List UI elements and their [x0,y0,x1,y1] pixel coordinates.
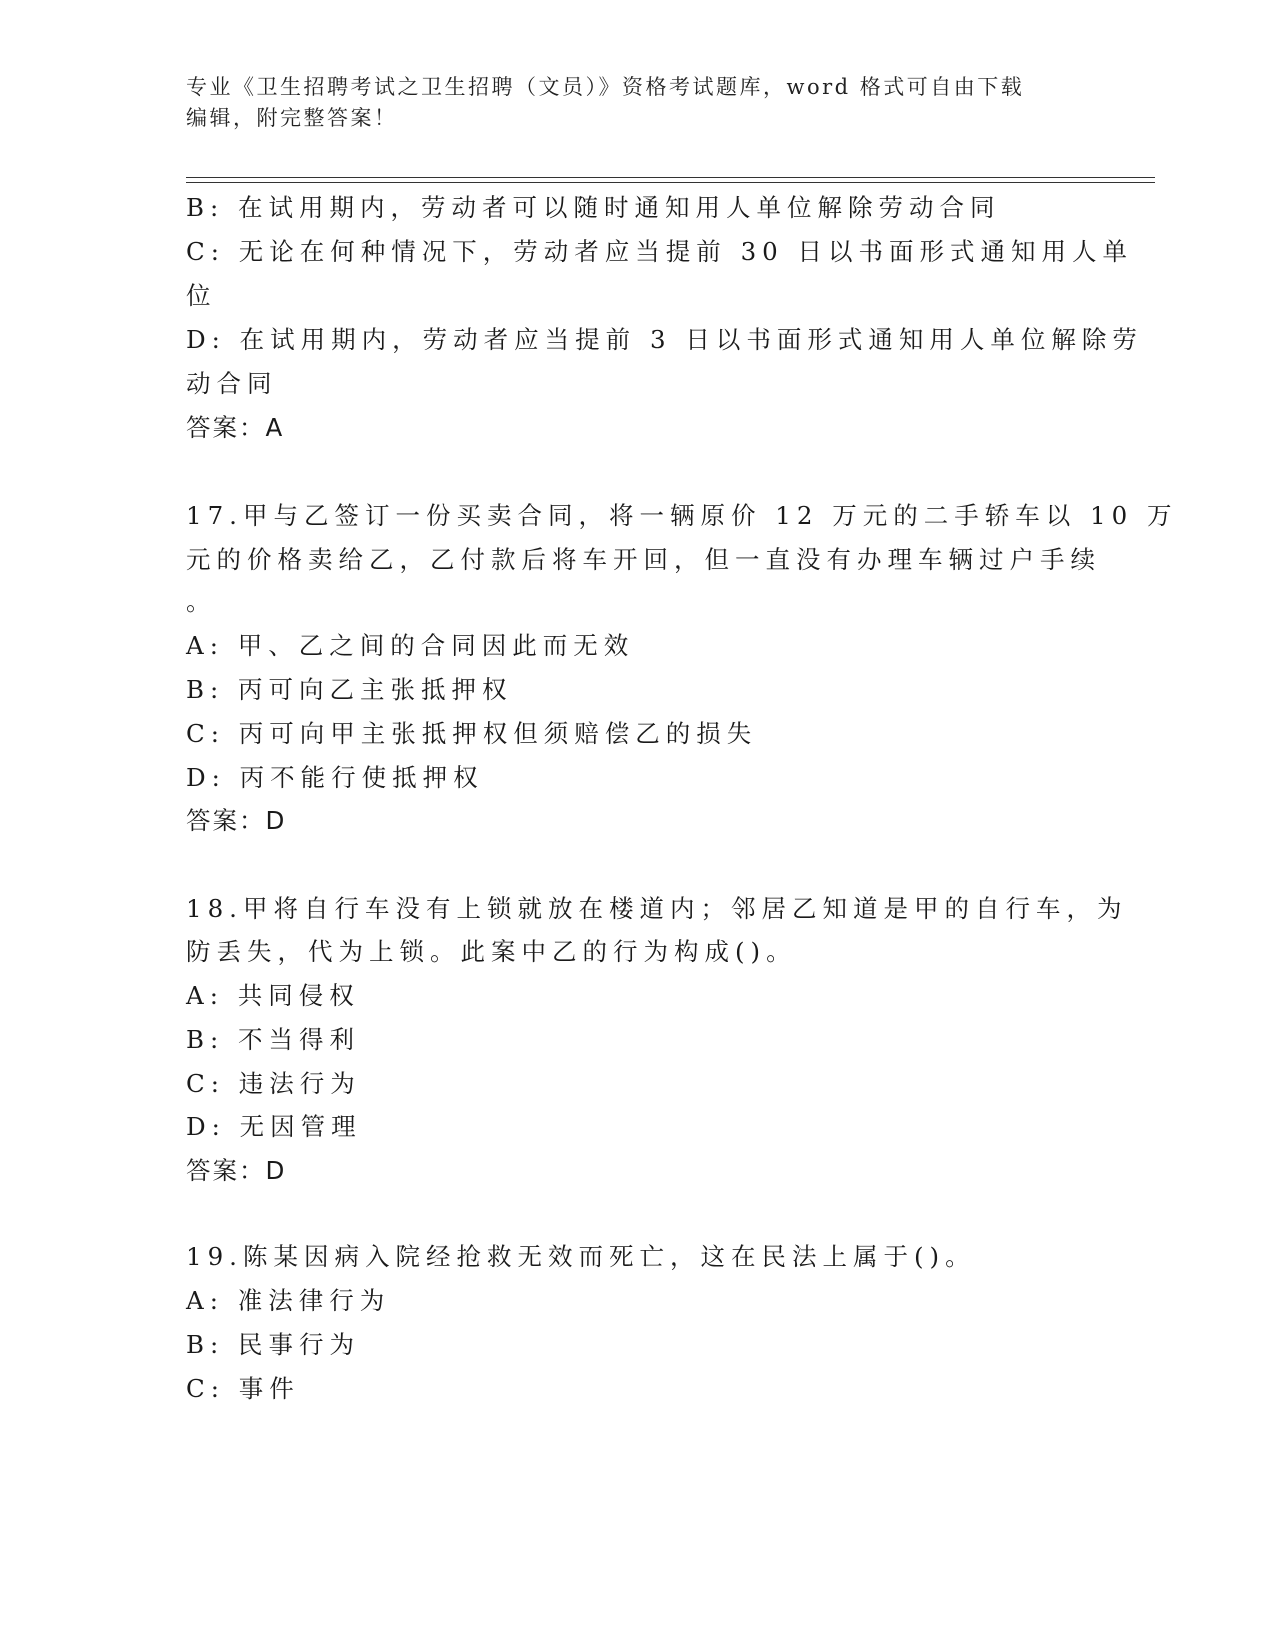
q16-option-d-line-1: D: 在试用期内，劳动者应当提前 3 日以书面形式通知用人单位解除劳 [186,325,1143,354]
q17-stem-line-3: 。 [186,587,217,616]
q16-answer: 答案：A [186,413,285,442]
document-header [186,72,1066,134]
q18-option-a: A: 共同侵权 [186,981,360,1010]
q18-option-d: D: 无因管理 [186,1112,362,1141]
header-line-1: 专业《卫生招聘考试之卫生招聘（文员）》资格考试题库，word 格式可自由下载 [186,75,1025,99]
q17-stem-line-2: 元的价格卖给乙，乙付款后将车开回，但一直没有办理车辆过户手续 [186,545,1101,574]
q18-answer: 答案：D [186,1156,287,1185]
q19-option-c: C: 事件 [186,1374,300,1403]
q17-option-c: C: 丙可向甲主张抵押权但须赔偿乙的损失 [186,719,758,748]
q17-option-a: A: 甲、乙之间的合同因此而无效 [186,631,635,660]
q18-option-b: B: 不当得利 [186,1025,361,1054]
q17-option-b: B: 丙可向乙主张抵押权 [186,675,513,704]
q17-answer: 答案：D [186,806,287,835]
q16-option-d-line-2: 动合同 [186,369,278,398]
q19-option-a: A: 准法律行为 [186,1286,391,1315]
q18-stem-line-1: 18.甲将自行车没有上锁就放在楼道内；邻居乙知道是甲的自行车，为 [186,894,1128,923]
header-divider-bottom [186,182,1155,183]
header-line-2: 编辑，附完整答案！ [186,106,398,130]
q18-option-c: C: 违法行为 [186,1069,361,1098]
q16-option-c-line-2: 位 [186,281,217,310]
header-divider-top [186,177,1155,178]
q17-stem-line-1: 17.甲与乙签订一份买卖合同，将一辆原价 12 万元的二手轿车以 10 万 [186,501,1178,530]
q19-option-b: B: 民事行为 [186,1330,361,1359]
q18-stem-line-2: 防丢失，代为上锁。此案中乙的行为构成()。 [186,937,797,966]
q16-option-b: B: 在试用期内，劳动者可以随时通知用人单位解除劳动合同 [186,193,1001,222]
q19-stem-line-1: 19.陈某因病入院经抢救无效而死亡，这在民法上属于()。 [186,1242,976,1271]
q17-option-d: D: 丙不能行使抵押权 [186,763,484,792]
q16-option-c-line-1: C: 无论在何种情况下，劳动者应当提前 30 日以书面形式通知用人单 [186,237,1134,266]
